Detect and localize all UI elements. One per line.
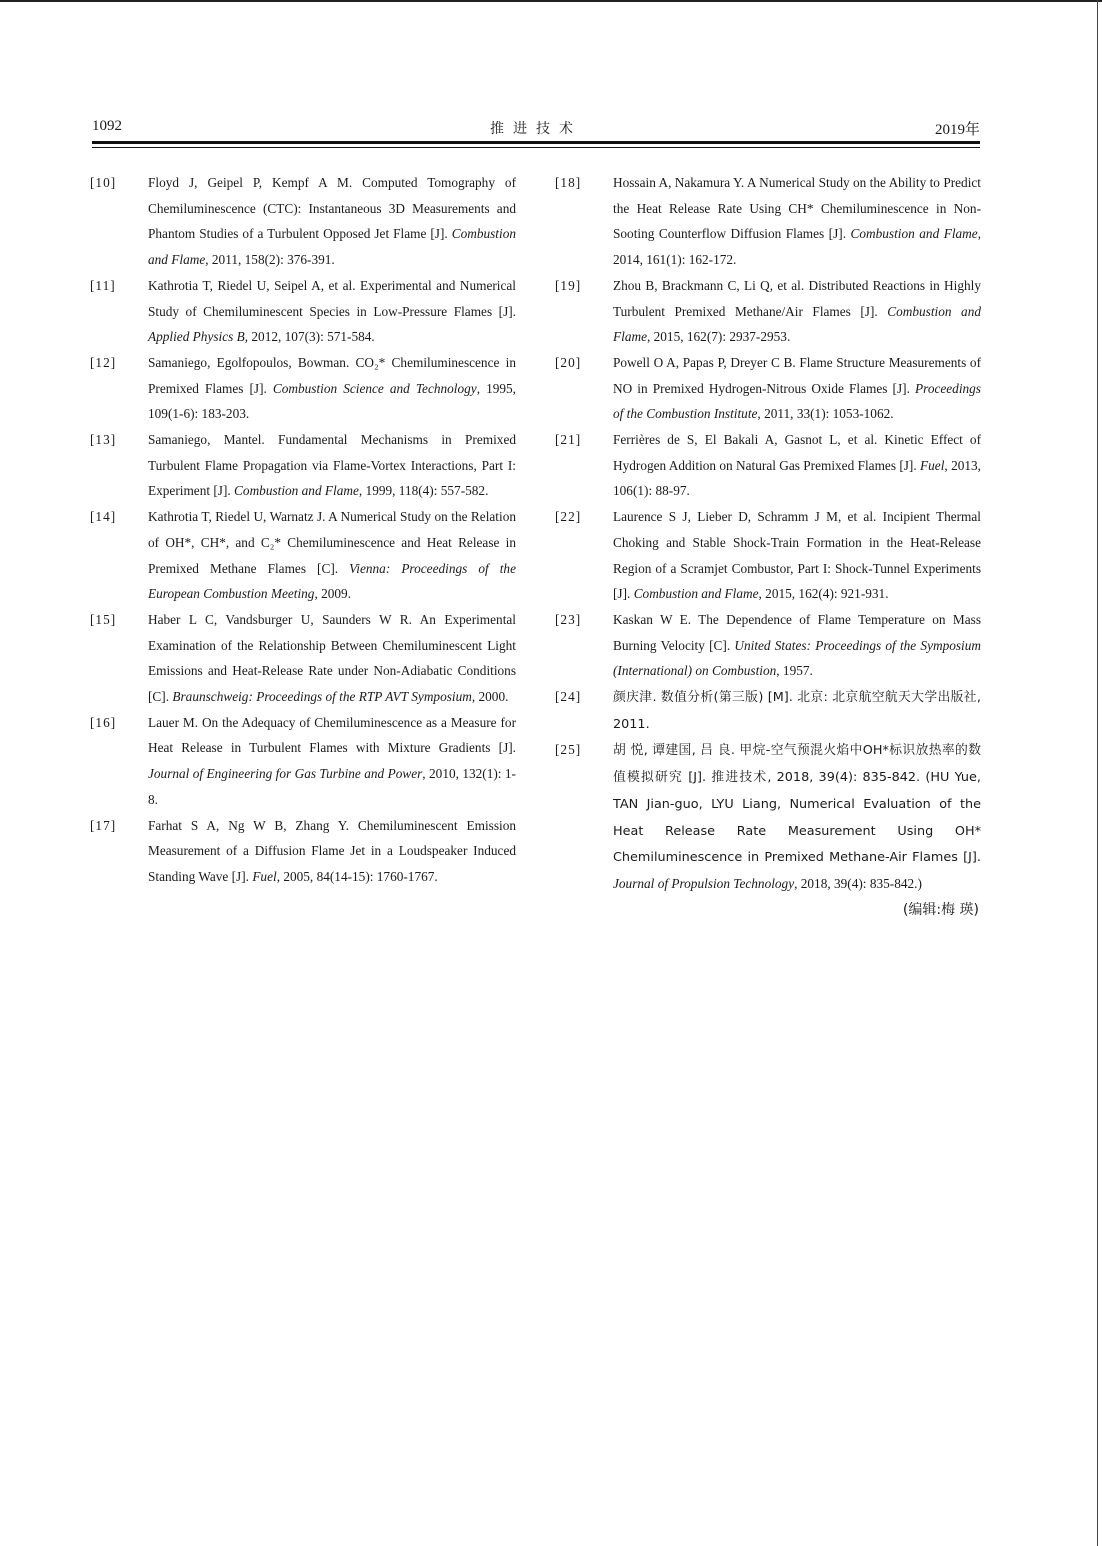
reference-details: , 2005, 84(14-15): 1760-1767.: [276, 868, 438, 884]
reference-number: [21]: [555, 432, 582, 448]
reference-authors-title: Kaskan W E. The Dependence of Flame Temperature on Mass Burning Velocity [C].: [613, 611, 981, 653]
reference-source: Journal of Engineering for Gas Turbine and Power: [148, 766, 423, 782]
reference-item: [90, 710, 516, 813]
reference-authors-title: Laurence S J, Lieber D, Schramm J M, et al. Incipient Thermal Choking and Stable Shock-Train Formation in the Heat-Release Region of a Scramjet Combustor, Part I: Shock-Tunnel Experiments [J].: [613, 509, 981, 602]
reference-authors-title: Ferrières de S, El Bakali A, Gasnot L, et al. Kinetic Effect of Hydrogen Addition on Natural Gas Premixed Flames [J].: [613, 432, 981, 473]
reference-item: [555, 504, 981, 607]
reference-source: Journal of Propulsion Technology: [613, 875, 795, 891]
reference-source: Fuel: [252, 868, 277, 884]
references-right-column: [555, 170, 981, 923]
reference-item: [555, 350, 981, 427]
reference-number: [16]: [90, 714, 117, 730]
reference-details: , 2011, 158(2): 376-391.: [205, 252, 335, 268]
reference-number: [14]: [90, 509, 117, 525]
reference-details: , 2015, 162(7): 2937-2953.: [646, 329, 791, 345]
reference-text: [613, 607, 981, 684]
reference-details: , 2010, 132(1): 1-8.: [148, 766, 516, 807]
reference-number: [13]: [90, 432, 117, 448]
reference-number: [23]: [555, 611, 582, 627]
reference-details: , 1995, 109(1-6): 183-203.: [148, 380, 516, 422]
reference-authors-title: Farhat S A, Ng W B, Zhang Y. Chemiluminescent Emission Measurement of a Diffusion Flame Jet in a Loudspeaker Induced Standing Wave [J].: [148, 817, 516, 884]
reference-authors-title: Samaniego, Egolfopoulos, Bowman. CO₂* Chemiluminescence in Premixed Flames [J].: [148, 354, 516, 396]
reference-text: [148, 170, 516, 273]
reference-authors-title: Floyd J, Geipel P, Kempf A M. Computed Tomography of Chemiluminescence (CTC): Instantaneous 3D Measurements and Phantom Studies of a Turbulent Opposed Jet Flame [J].: [148, 175, 516, 242]
reference-item: [90, 427, 516, 504]
reference-number: [18]: [555, 175, 582, 190]
reference-text: [613, 684, 981, 737]
header-rule-thin: [92, 147, 980, 148]
reference-details: , 1999, 118(4): 557-582.: [358, 483, 489, 499]
reference-authors-title: Powell O A, Papas P, Dreyer C B. Flame Structure Measurements of NO in Premixed Hydrogen-Nitrous Oxide Flames [J].: [613, 354, 981, 396]
editor-note: (编辑:梅 瑛): [902, 901, 979, 918]
reference-item: [90, 607, 516, 710]
reference-authors-title: Kathrotia T, Riedel U, Seipel A, et al. Experimental and Numerical Study of Chemiluminescent Species in Low-Pressure Flames [J].: [148, 277, 516, 319]
reference-source: Combustion Science and Technology: [272, 380, 477, 396]
reference-item: [90, 504, 516, 607]
running-header: [92, 116, 980, 140]
reference-item: [90, 170, 516, 273]
reference-number: [20]: [555, 354, 582, 370]
reference-details: , 2012, 107(3): 571-584.: [244, 329, 375, 345]
references-left-column: [90, 170, 516, 890]
reference-item: [90, 813, 516, 890]
reference-authors-title: 颜庆津. 数值分析(第三版) [M]. 北京: 北京航空航天大学出版社, 2011.: [613, 690, 981, 732]
reference-text: [613, 737, 981, 896]
reference-source: Combustion and Flame: [850, 226, 978, 242]
page-right-border: [1097, 0, 1098, 1546]
reference-text: [613, 350, 981, 427]
reference-text: [148, 350, 516, 427]
reference-text: [613, 504, 981, 607]
reference-authors-title: Zhou B, Brackmann C, Li Q, et al. Distributed Reactions in Highly Turbulent Premixed Methane/Air Flames [J].: [613, 277, 981, 319]
reference-source: Combustion and Flame: [633, 586, 759, 602]
reference-authors-title: Kathrotia T, Riedel U, Warnatz J. A Numerical Study on the Relation of OH*, CH*, and C₂* Chemiluminescence and Heat Release in Premixed Methane Flames [C].: [148, 509, 516, 576]
reference-number: [17]: [90, 817, 117, 833]
reference-authors-title: Lauer M. On the Adequacy of Chemiluminescence as a Measure for Heat Release in Turbulent Flames with Mixture Gradients [J].: [148, 714, 516, 756]
reference-text: [148, 710, 516, 813]
journal-name: 推进技术: [490, 121, 582, 137]
reference-source: Proceedings of the Combustion Institute: [613, 380, 981, 422]
reference-authors-title: Haber L C, Vandsburger U, Saunders W R. An Experimental Examination of the Relationship Between Chemiluminescent Light Emissions and Heat-Release Rate under Non-Adiabatic Conditions [C].: [148, 611, 516, 705]
reference-source: Vienna: Proceedings of the European Combustion Meeting: [148, 560, 516, 602]
reference-item: [555, 273, 981, 350]
reference-text: [613, 273, 981, 350]
reference-number: [12]: [90, 354, 117, 370]
reference-item: [555, 607, 981, 684]
reference-source: Braunschweig: Proceedings of the RTP AVT Symposium: [172, 689, 472, 705]
reference-text: [148, 607, 516, 710]
reference-source: United States: Proceedings of the Symposium (International) on Combustion: [613, 637, 981, 679]
page-top-border: [0, 0, 1102, 2]
header-year: 2019年: [934, 122, 980, 138]
reference-number: [10]: [90, 175, 117, 190]
reference-authors-title: Samaniego, Mantel. Fundamental Mechanisms in Premixed Turbulent Flame Propagation via Flame-Vortex Interactions, Part I: Experiment [J].: [148, 432, 516, 499]
reference-source: Combustion and Flame: [613, 303, 981, 345]
reference-item: [555, 737, 981, 896]
reference-text: [613, 170, 981, 273]
reference-authors-title: Hossain A, Nakamura Y. A Numerical Study on the Ability to Predict the Heat Release Rate Using CH* Chemiluminescence in Non-Sooting Counterflow Diffusion Flames [J].: [613, 175, 981, 242]
reference-text: [148, 813, 516, 890]
reference-number: [25]: [555, 742, 582, 758]
reference-details: , 2009.: [314, 586, 352, 602]
reference-number: [24]: [555, 689, 582, 705]
reference-details: , 2013, 106(1): 88-97.: [613, 457, 981, 499]
reference-item: [555, 427, 981, 504]
reference-number: [19]: [555, 277, 582, 293]
reference-text: [148, 427, 516, 504]
reference-authors-title: 胡 悦, 谭建国, 吕 良. 甲烷-空气预混火焰中OH*标识放热率的数值模拟研究 [J]. 推进技术, 2018, 39(4): 835-842. (HU Yue, TAN Jian-guo, LYU Liang, Numerical Evaluation of the Heat Release Rate Measurement Using OH* Chemiluminescence in Premixed Methane-Air Flames [J].: [613, 743, 981, 866]
reference-text: [148, 504, 516, 607]
reference-details: , 2015, 162(4): 921-931.: [758, 586, 889, 602]
reference-source: Applied Physics B: [148, 329, 245, 345]
reference-details: , 2011, 33(1): 1053-1062.: [757, 406, 894, 422]
page-number: 1092: [92, 118, 122, 134]
reference-item: [90, 350, 516, 427]
reference-text: [148, 273, 516, 350]
reference-item: [555, 684, 981, 737]
reference-details: , 2018, 39(4): 835-842.): [794, 875, 922, 891]
reference-source: Combustion and Flame: [234, 483, 359, 499]
reference-number: [11]: [90, 277, 116, 293]
reference-details: , 2014, 161(1): 162-172.: [613, 226, 982, 268]
reference-number: [15]: [90, 611, 117, 627]
reference-text: [613, 427, 981, 504]
reference-details: , 2000.: [471, 689, 509, 705]
reference-item: [555, 170, 981, 273]
reference-details: , 1957.: [776, 663, 813, 679]
reference-item: [90, 273, 516, 350]
reference-number: [22]: [555, 509, 582, 525]
reference-source: Fuel: [920, 457, 945, 473]
header-rule-thick: [92, 141, 980, 144]
reference-source: Combustion and Flame: [148, 226, 516, 268]
